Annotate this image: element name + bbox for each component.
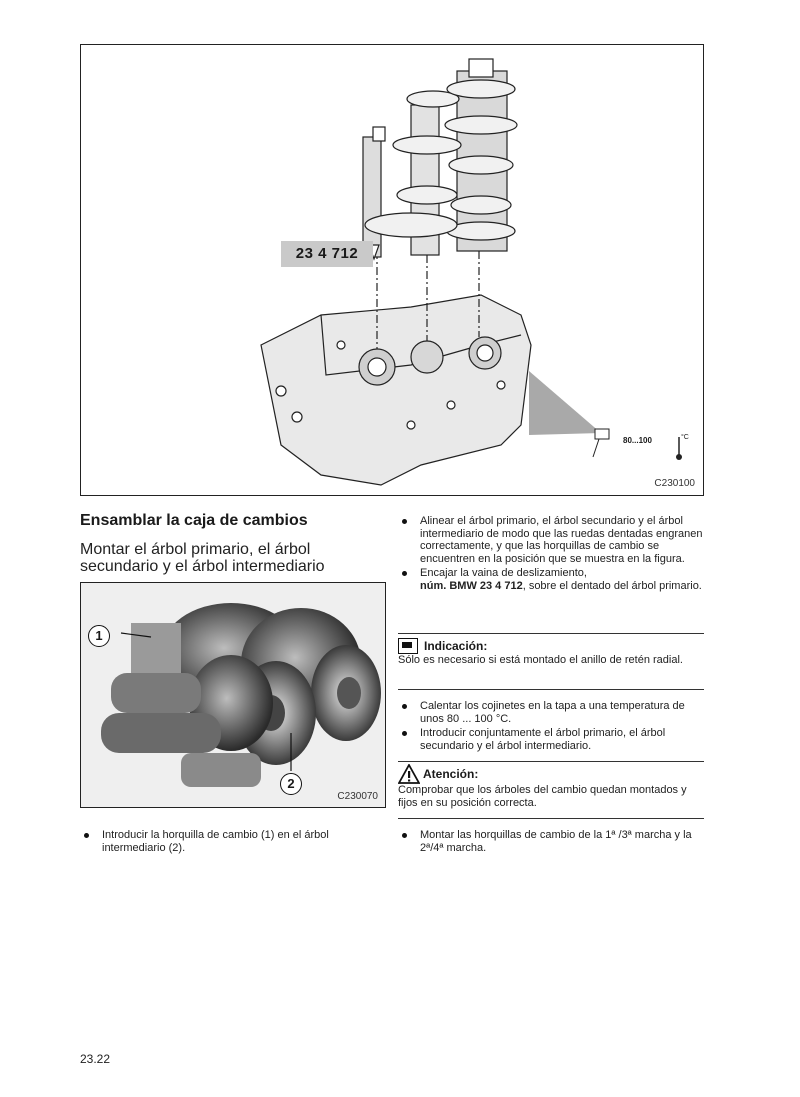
right-step-list-2 [398, 700, 704, 754]
bullet-icon [402, 571, 407, 576]
list-item: Introducir conjuntamente el árbol primario, el árbol secundario y el árbol intermediario. [398, 727, 704, 752]
figure-code: C230100 [654, 478, 695, 489]
section-subtitle: Montar el árbol primario, el árbol secundario y el árbol intermediario [80, 541, 325, 575]
left-step-list [80, 829, 386, 856]
tool-number-label: 23 4 712 [281, 241, 373, 267]
section-title: Ensamblar la caja de cambios [80, 512, 308, 529]
right-step-list-1 [398, 515, 704, 595]
gear-photo [81, 583, 385, 807]
divider [398, 818, 704, 819]
temperature-label: 80...100 [623, 436, 652, 445]
callout-1: 1 [88, 625, 110, 647]
tool-number-bold: núm. BMW 23 4 712 [420, 579, 523, 592]
list-item: Alinear el árbol primario, el árbol secundario y el árbol intermediario de modo que las ruedas dentadas engranen correctamente, y que las horquillas de cambio se encuentren en la posición que se muestra en la figura. [398, 515, 704, 565]
list-item: Encajar la vaina de deslizamiento, núm. BMW 23 4 712, sobre el dentado del árbol primario. [398, 567, 704, 592]
warning-icon [398, 764, 420, 784]
photo-figure-code: C230070 [337, 791, 378, 802]
bullet-icon [84, 833, 89, 838]
note-body: Sólo es necesario si está montado el anillo de retén radial. [398, 654, 683, 666]
temperature-unit: °C [681, 434, 689, 441]
page-number: 23.22 [80, 1052, 111, 1066]
right-step-list-3 [398, 829, 704, 856]
divider [398, 689, 704, 690]
bullet-icon [402, 519, 407, 524]
note-title: Indicación: [424, 639, 488, 653]
bullet-icon [402, 704, 407, 709]
bullet-icon [402, 833, 407, 838]
list-item: Montar las horquillas de cambio de la 1ª /3ª marcha y la 2ª/4ª marcha. [398, 829, 704, 854]
warning-title: Atención: [423, 767, 479, 781]
list-item: Calentar los cojinetes en la tapa a una temperatura de unos 80 ... 100 °C. [398, 700, 704, 725]
note-icon [398, 638, 418, 654]
gearbox-illustration [81, 45, 703, 495]
bullet-icon [402, 731, 407, 736]
warning-body: Comprobar que los árboles del cambio quedan montados y fijos en su posición correcta. [398, 784, 687, 809]
divider [398, 633, 704, 634]
note-box [398, 638, 704, 667]
warning-box [398, 764, 704, 810]
list-item: Introducir la horquilla de cambio (1) en el árbol intermediario (2). [80, 829, 386, 854]
gear-photo-figure [80, 582, 386, 808]
exploded-gearbox-figure [80, 44, 704, 496]
divider [398, 761, 704, 762]
callout-2: 2 [280, 773, 302, 795]
